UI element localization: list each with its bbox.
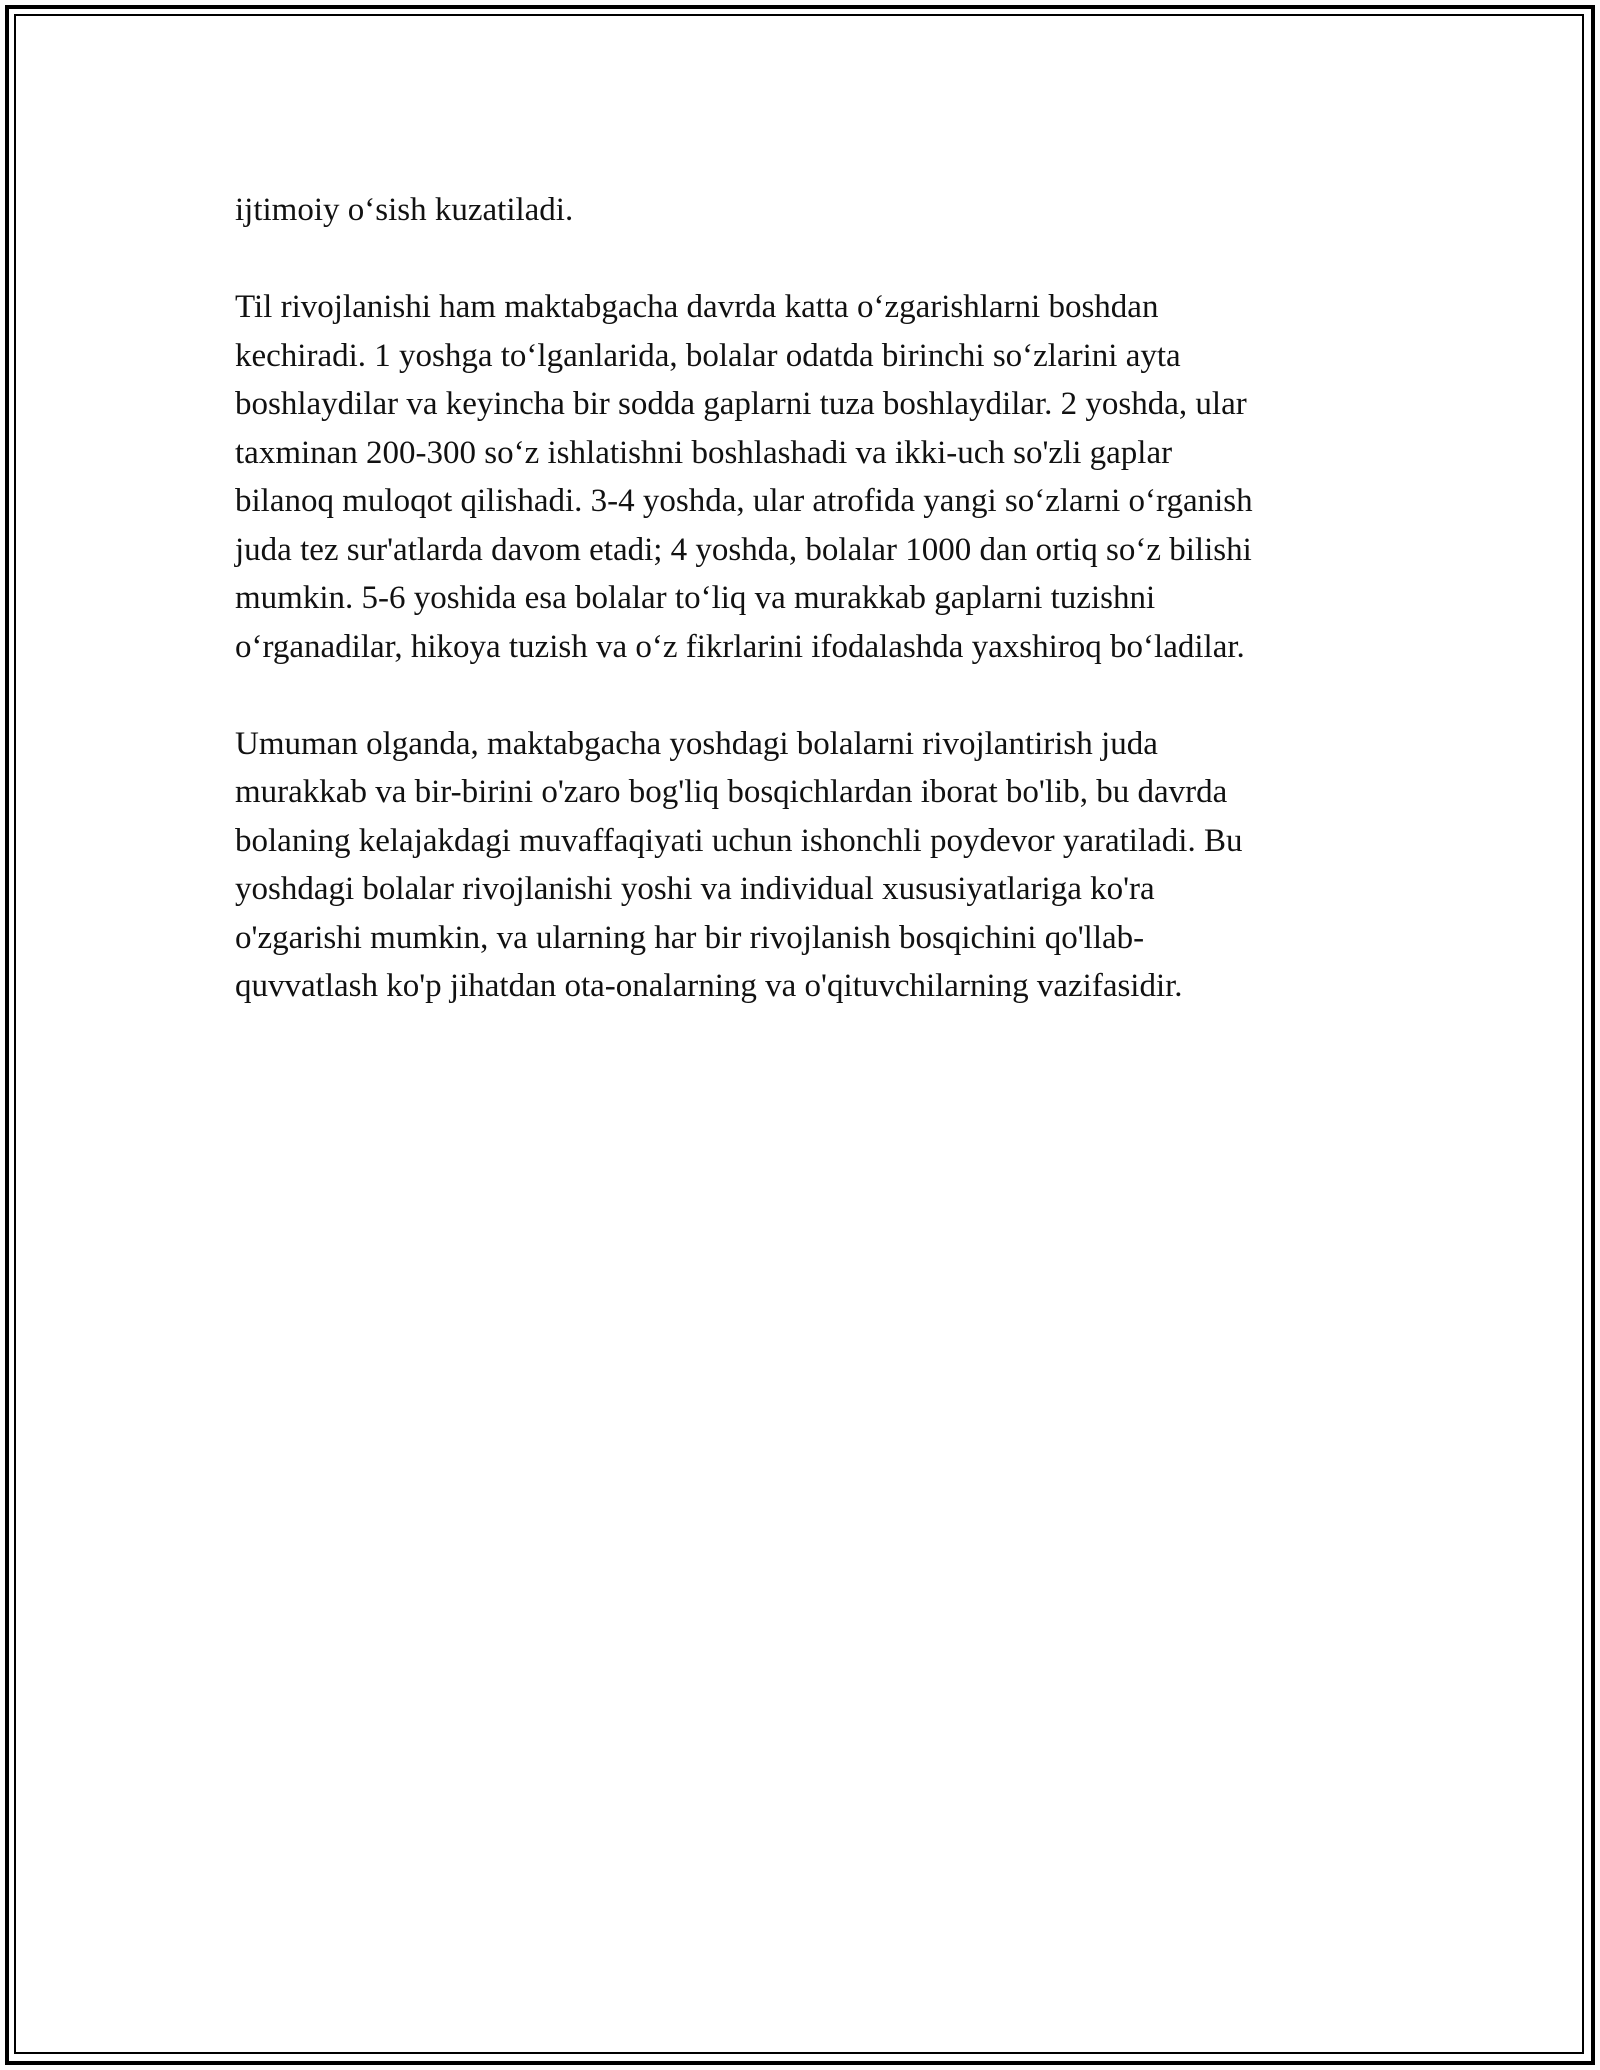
paragraph-continuation bbox=[235, 186, 1370, 235]
text-line: juda tez sur'atlarda davom etadi; 4 yoshda, bolalar 1000 dan ortiq so‘z bilishi bbox=[235, 531, 1252, 568]
text-line: boshlaydilar va keyincha bir sodda gaplarni tuza boshlaydilar. 2 yoshda, ular bbox=[235, 386, 1247, 422]
text-line: kechiradi. 1 yoshga to‘lganlarida, bolalar odatda birinchi so‘zlarini ayta bbox=[235, 337, 1181, 374]
text-line: Umuman olganda, maktabgacha yoshdagi bolalarni rivojlantirish juda bbox=[235, 725, 1158, 762]
text-line: bolaning kelajakdagi muvaffaqiyati uchun ishonchli poydevor yaratiladi. Bu bbox=[235, 822, 1243, 859]
text-line: mumkin. 5-6 yoshida esa bolalar to‘liq va murakkab gaplarni tuzishni bbox=[235, 580, 1156, 616]
paragraph-conclusion bbox=[235, 720, 1370, 1011]
paragraph-language-development bbox=[235, 283, 1370, 671]
text-line: ijtimoiy o‘sish kuzatiladi. bbox=[235, 192, 574, 228]
text-line: quvvatlash ko'p jihatdan ota-onalarning va o'qituvchilarning vazifasidir. bbox=[235, 968, 1183, 1004]
text-line: taxminan 200-300 so‘z ishlatishni boshlashadi va ikki-uch so'zli gaplar bbox=[235, 434, 1173, 471]
text-line: bilanoq muloqot qilishadi. 3-4 yoshda, ular atrofida yangi so‘zlarni o‘rganish bbox=[235, 483, 1253, 519]
text-line: o'zgarishi mumkin, va ularning har bir rivojlanish bosqichini qo'llab- bbox=[235, 919, 1145, 956]
text-line: yoshdagi bolalar rivojlanishi yoshi va individual xususiyatlariga ko'ra bbox=[235, 871, 1155, 907]
text-line: o‘rganadilar, hikoya tuzish va o‘z fikrlarini ifodalashda yaxshiroq bo‘ladilar. bbox=[235, 628, 1245, 665]
document-body bbox=[235, 186, 1370, 1059]
text-line: Til rivojlanishi ham maktabgacha davrda katta o‘zgarishlarni boshdan bbox=[235, 289, 1159, 325]
text-line: murakkab va bir-birini o'zaro bog'liq bosqichlardan iborat bo'lib, bu davrda bbox=[235, 774, 1228, 810]
